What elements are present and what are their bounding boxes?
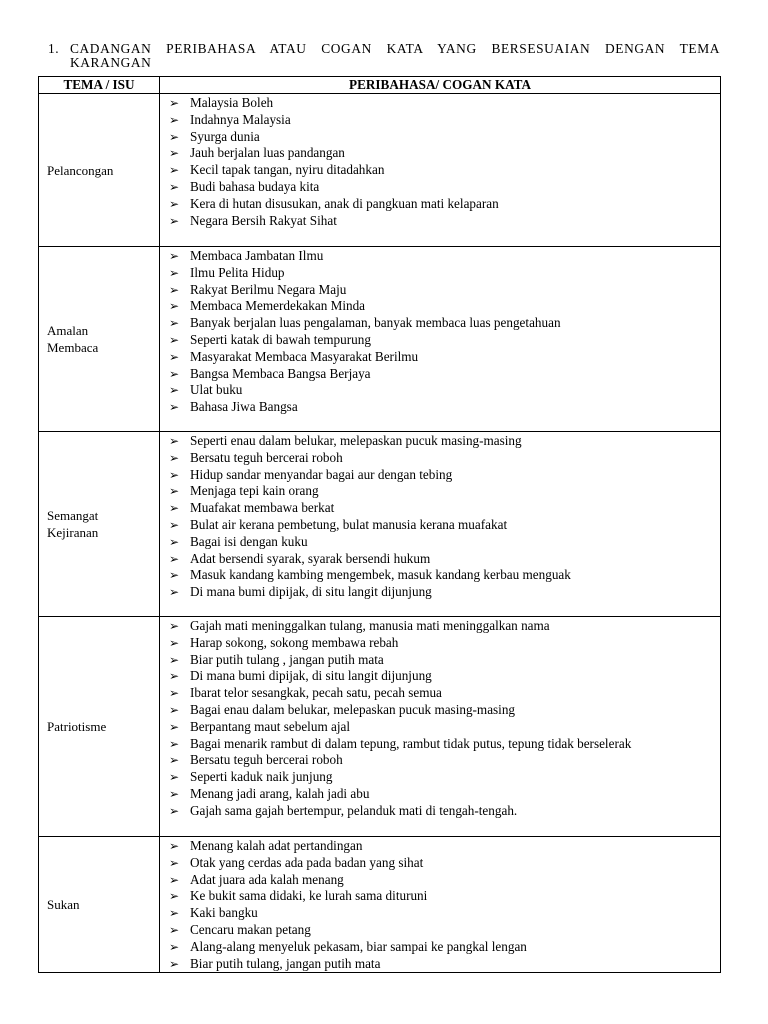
- list-item: [160, 872, 720, 889]
- arrowhead-bullet-icon: ➢: [169, 939, 180, 954]
- proverb-list: [160, 433, 720, 601]
- list-item: [160, 668, 720, 685]
- proverb-text: Ke bukit sama didaki, ke lurah sama dituruni: [190, 888, 428, 904]
- arrowhead-bullet-icon: ➢: [169, 855, 180, 870]
- proverb-table: [38, 76, 721, 973]
- arrowhead-bullet-icon: ➢: [169, 349, 180, 364]
- arrowhead-bullet-icon: ➢: [169, 501, 180, 516]
- proverb-text: Menang kalah adat pertandingan: [190, 838, 363, 853]
- table-row: [39, 247, 721, 432]
- list-item: [160, 685, 720, 702]
- arrowhead-bullet-icon: ➢: [169, 534, 180, 549]
- arrowhead-bullet-icon: ➢: [169, 434, 180, 448]
- arrowhead-bullet-icon: ➢: [169, 332, 180, 347]
- proverb-list: [160, 95, 720, 229]
- table-row: [39, 432, 721, 617]
- proverb-text: Gajah mati meninggalkan tulang, manusia mati meninggalkan nama: [190, 618, 550, 633]
- list-item: [160, 467, 720, 484]
- list-item: [160, 349, 720, 366]
- theme-patriotisme: [39, 617, 160, 837]
- list-item: [160, 95, 720, 112]
- theme-semangat-kejiranan: [39, 432, 160, 617]
- list-item: [160, 786, 720, 803]
- proverb-text: Menjaga tepi kain orang: [190, 483, 319, 499]
- heading-line-1: CADANGAN PERIBAHASA ATAU COGAN KATA YANG BERSESUAIAN DENGAN TEMA: [70, 41, 720, 56]
- proverb-text: Kaki bangku: [190, 905, 258, 921]
- proverb-text: Malaysia Boleh: [190, 95, 274, 110]
- arrowhead-bullet-icon: ➢: [169, 96, 180, 110]
- proverb-text: Alang-alang menyeluk pekasam, biar sampai ke pangkal lengan: [190, 938, 527, 954]
- arrowhead-bullet-icon: ➢: [169, 179, 180, 194]
- arrowhead-bullet-icon: ➢: [169, 770, 180, 785]
- proverb-text: Negara Bersih Rakyat Sihat: [190, 212, 337, 228]
- arrowhead-bullet-icon: ➢: [169, 906, 180, 921]
- table-header-row: [39, 77, 721, 94]
- arrowhead-bullet-icon: ➢: [169, 719, 180, 734]
- arrowhead-bullet-icon: ➢: [169, 568, 180, 583]
- list-item: [160, 534, 720, 551]
- proverb-text: Bahasa Jiwa Bangsa: [190, 399, 298, 415]
- arrowhead-bullet-icon: ➢: [169, 889, 180, 904]
- proverb-text: Bersatu teguh bercerai roboh: [190, 752, 343, 768]
- proverb-text: Seperti kaduk naik junjung: [190, 769, 333, 785]
- proverb-text: Harap sokong, sokong membawa rebah: [190, 634, 399, 650]
- proverb-cell: [160, 617, 721, 837]
- arrowhead-bullet-icon: ➢: [169, 129, 180, 144]
- proverb-text: Bagai isi dengan kuku: [190, 533, 308, 549]
- list-item: [160, 905, 720, 922]
- theme-label: Patriotisme: [47, 719, 107, 734]
- proverb-text: Membaca Memerdekakan Minda: [190, 298, 366, 314]
- proverb-text: Di mana bumi dipijak, di situ langit dijunjung: [190, 668, 432, 684]
- proverb-text: Seperti katak di bawah tempurung: [190, 331, 371, 347]
- proverb-list: [160, 248, 720, 416]
- list-item: [160, 196, 720, 213]
- proverb-text: Kecil tapak tangan, nyiru ditadahkan: [190, 162, 385, 178]
- arrowhead-bullet-icon: ➢: [169, 736, 180, 751]
- arrowhead-bullet-icon: ➢: [169, 249, 180, 263]
- theme-label: Pelancongan: [47, 162, 114, 178]
- arrowhead-bullet-icon: ➢: [169, 872, 180, 887]
- list-item: [160, 433, 720, 450]
- proverb-text: Menang jadi arang, kalah jadi abu: [190, 785, 370, 801]
- arrowhead-bullet-icon: ➢: [169, 585, 180, 600]
- proverb-text: Indahnya Malaysia: [190, 111, 291, 127]
- proverb-text: Budi bahasa budaya kita: [190, 178, 320, 194]
- arrowhead-bullet-icon: ➢: [169, 316, 180, 331]
- list-item: [160, 129, 720, 146]
- list-item: [160, 213, 720, 230]
- arrowhead-bullet-icon: ➢: [169, 265, 180, 280]
- list-item: [160, 719, 720, 736]
- list-item: [160, 399, 720, 416]
- arrowhead-bullet-icon: ➢: [169, 753, 180, 768]
- proverb-cell: [160, 432, 721, 617]
- theme-label: Kejiranan: [47, 525, 99, 540]
- proverb-text: Ilmu Pelita Hidup: [190, 264, 285, 280]
- list-item: [160, 702, 720, 719]
- proverb-text: Muafakat membawa berkat: [190, 500, 335, 516]
- theme-label: Membaca: [47, 340, 99, 355]
- arrowhead-bullet-icon: ➢: [169, 213, 180, 228]
- header-theme: TEMA / ISU: [39, 77, 160, 94]
- list-item: [160, 517, 720, 534]
- list-item: [160, 265, 720, 282]
- arrowhead-bullet-icon: ➢: [169, 635, 180, 650]
- proverb-text: Banyak berjalan luas pengalaman, banyak membaca luas pengetahuan: [190, 315, 561, 331]
- arrowhead-bullet-icon: ➢: [169, 619, 180, 633]
- arrowhead-bullet-icon: ➢: [169, 803, 180, 818]
- proverb-text: Gajah sama gajah bertempur, pelanduk mati di tengah-tengah.: [190, 802, 518, 818]
- arrowhead-bullet-icon: ➢: [169, 839, 180, 853]
- proverb-text: Biar putih tulang, jangan putih mata: [190, 955, 381, 971]
- heading-line-2: KARANGAN: [70, 55, 152, 70]
- list-item: [160, 162, 720, 179]
- arrowhead-bullet-icon: ➢: [169, 146, 180, 161]
- proverb-text: Bagai enau dalam belukar, melepaskan pucuk masing-masing: [190, 701, 516, 717]
- proverb-text: Rakyat Berilmu Negara Maju: [190, 281, 347, 297]
- proverb-cell: [160, 247, 721, 432]
- list-item: [160, 652, 720, 669]
- table-row: [39, 94, 721, 247]
- list-item: [160, 298, 720, 315]
- arrowhead-bullet-icon: ➢: [169, 484, 180, 499]
- table-row: [39, 837, 721, 973]
- list-item: [160, 112, 720, 129]
- header-proverbs: PERIBAHASA/ COGAN KATA: [160, 77, 721, 94]
- proverb-text: Masyarakat Membaca Masyarakat Berilmu: [190, 348, 419, 364]
- proverb-text: Bersatu teguh bercerai roboh: [190, 449, 343, 465]
- list-item: [160, 922, 720, 939]
- proverb-text: Adat juara ada kalah menang: [190, 871, 344, 887]
- proverb-cell: [160, 94, 721, 247]
- arrowhead-bullet-icon: ➢: [169, 517, 180, 532]
- proverb-text: Ulat buku: [190, 382, 243, 398]
- arrowhead-bullet-icon: ➢: [169, 163, 180, 178]
- list-item: [160, 769, 720, 786]
- proverb-text: Syurga dunia: [190, 128, 260, 144]
- proverb-text: Biar putih tulang , jangan putih mata: [190, 651, 384, 667]
- list-item: [160, 282, 720, 299]
- proverb-list: [160, 838, 720, 972]
- heading-number: 1.: [48, 41, 60, 56]
- proverb-text: Seperti enau dalam belukar, melepaskan pucuk masing-masing: [190, 433, 522, 448]
- list-item: [160, 382, 720, 399]
- list-item: [160, 803, 720, 820]
- list-item: [160, 855, 720, 872]
- list-item: [160, 736, 720, 753]
- arrowhead-bullet-icon: ➢: [169, 467, 180, 482]
- arrowhead-bullet-icon: ➢: [169, 786, 180, 801]
- list-item: [160, 366, 720, 383]
- proverb-text: Cencaru makan petang: [190, 921, 311, 937]
- list-item: [160, 584, 720, 601]
- proverb-text: Bangsa Membaca Bangsa Berjaya: [190, 365, 371, 381]
- arrowhead-bullet-icon: ➢: [169, 112, 180, 127]
- proverb-text: Masuk kandang kambing mengembek, masuk kandang kerbau menguak: [190, 567, 571, 583]
- arrowhead-bullet-icon: ➢: [169, 702, 180, 717]
- arrowhead-bullet-icon: ➢: [169, 686, 180, 701]
- arrowhead-bullet-icon: ➢: [169, 450, 180, 465]
- arrowhead-bullet-icon: ➢: [169, 922, 180, 937]
- list-item: [160, 618, 720, 635]
- theme-sukan: [39, 837, 160, 973]
- arrowhead-bullet-icon: ➢: [169, 956, 180, 971]
- arrowhead-bullet-icon: ➢: [169, 551, 180, 566]
- list-item: [160, 888, 720, 905]
- proverb-text: Di mana bumi dipijak, di situ langit dijunjung: [190, 584, 432, 600]
- proverb-text: Ibarat telor sesangkak, pecah satu, pecah semua: [190, 685, 442, 701]
- arrowhead-bullet-icon: ➢: [169, 196, 180, 211]
- list-item: [160, 248, 720, 265]
- proverb-text: Jauh berjalan luas pandangan: [190, 145, 345, 161]
- list-item: [160, 567, 720, 584]
- list-item: [160, 500, 720, 517]
- theme-pelancongan: [39, 94, 160, 247]
- list-item: [160, 752, 720, 769]
- list-item: [160, 483, 720, 500]
- list-item: [160, 450, 720, 467]
- proverb-text: Berpantang maut sebelum ajal: [190, 718, 351, 734]
- list-item: [160, 551, 720, 568]
- proverb-text: Membaca Jambatan Ilmu: [190, 248, 324, 263]
- list-item: [160, 315, 720, 332]
- theme-label: Semangat: [47, 508, 99, 523]
- arrowhead-bullet-icon: ➢: [169, 299, 180, 314]
- theme-label: Sukan: [47, 897, 80, 913]
- arrowhead-bullet-icon: ➢: [169, 366, 180, 381]
- list-item: [160, 332, 720, 349]
- table-row: [39, 617, 721, 837]
- proverb-list: [160, 618, 720, 820]
- proverb-text: Hidup sandar menyandar bagai aur dengan tebing: [190, 466, 453, 482]
- list-item: [160, 635, 720, 652]
- arrowhead-bullet-icon: ➢: [169, 652, 180, 667]
- proverb-text: Bagai menarik rambut di dalam tepung, rambut tidak putus, tepung tidak berselerak: [190, 735, 632, 751]
- list-item: [160, 838, 720, 855]
- arrowhead-bullet-icon: ➢: [169, 669, 180, 684]
- proverb-cell: [160, 837, 721, 973]
- theme-label: Amalan: [47, 323, 89, 338]
- proverb-text: Kera di hutan disusukan, anak di pangkuan mati kelaparan: [190, 195, 499, 211]
- list-item: [160, 145, 720, 162]
- proverb-text: Otak yang cerdas ada pada badan yang sihat: [190, 854, 424, 870]
- proverb-text: Adat bersendi syarak, syarak bersendi hukum: [190, 550, 431, 566]
- arrowhead-bullet-icon: ➢: [169, 282, 180, 297]
- proverb-text: Bulat air kerana pembetung, bulat manusia kerana muafakat: [190, 516, 508, 532]
- theme-amalan-membaca: [39, 247, 160, 432]
- list-item: [160, 956, 720, 973]
- list-item: [160, 939, 720, 956]
- arrowhead-bullet-icon: ➢: [169, 400, 180, 415]
- arrowhead-bullet-icon: ➢: [169, 383, 180, 398]
- list-item: [160, 179, 720, 196]
